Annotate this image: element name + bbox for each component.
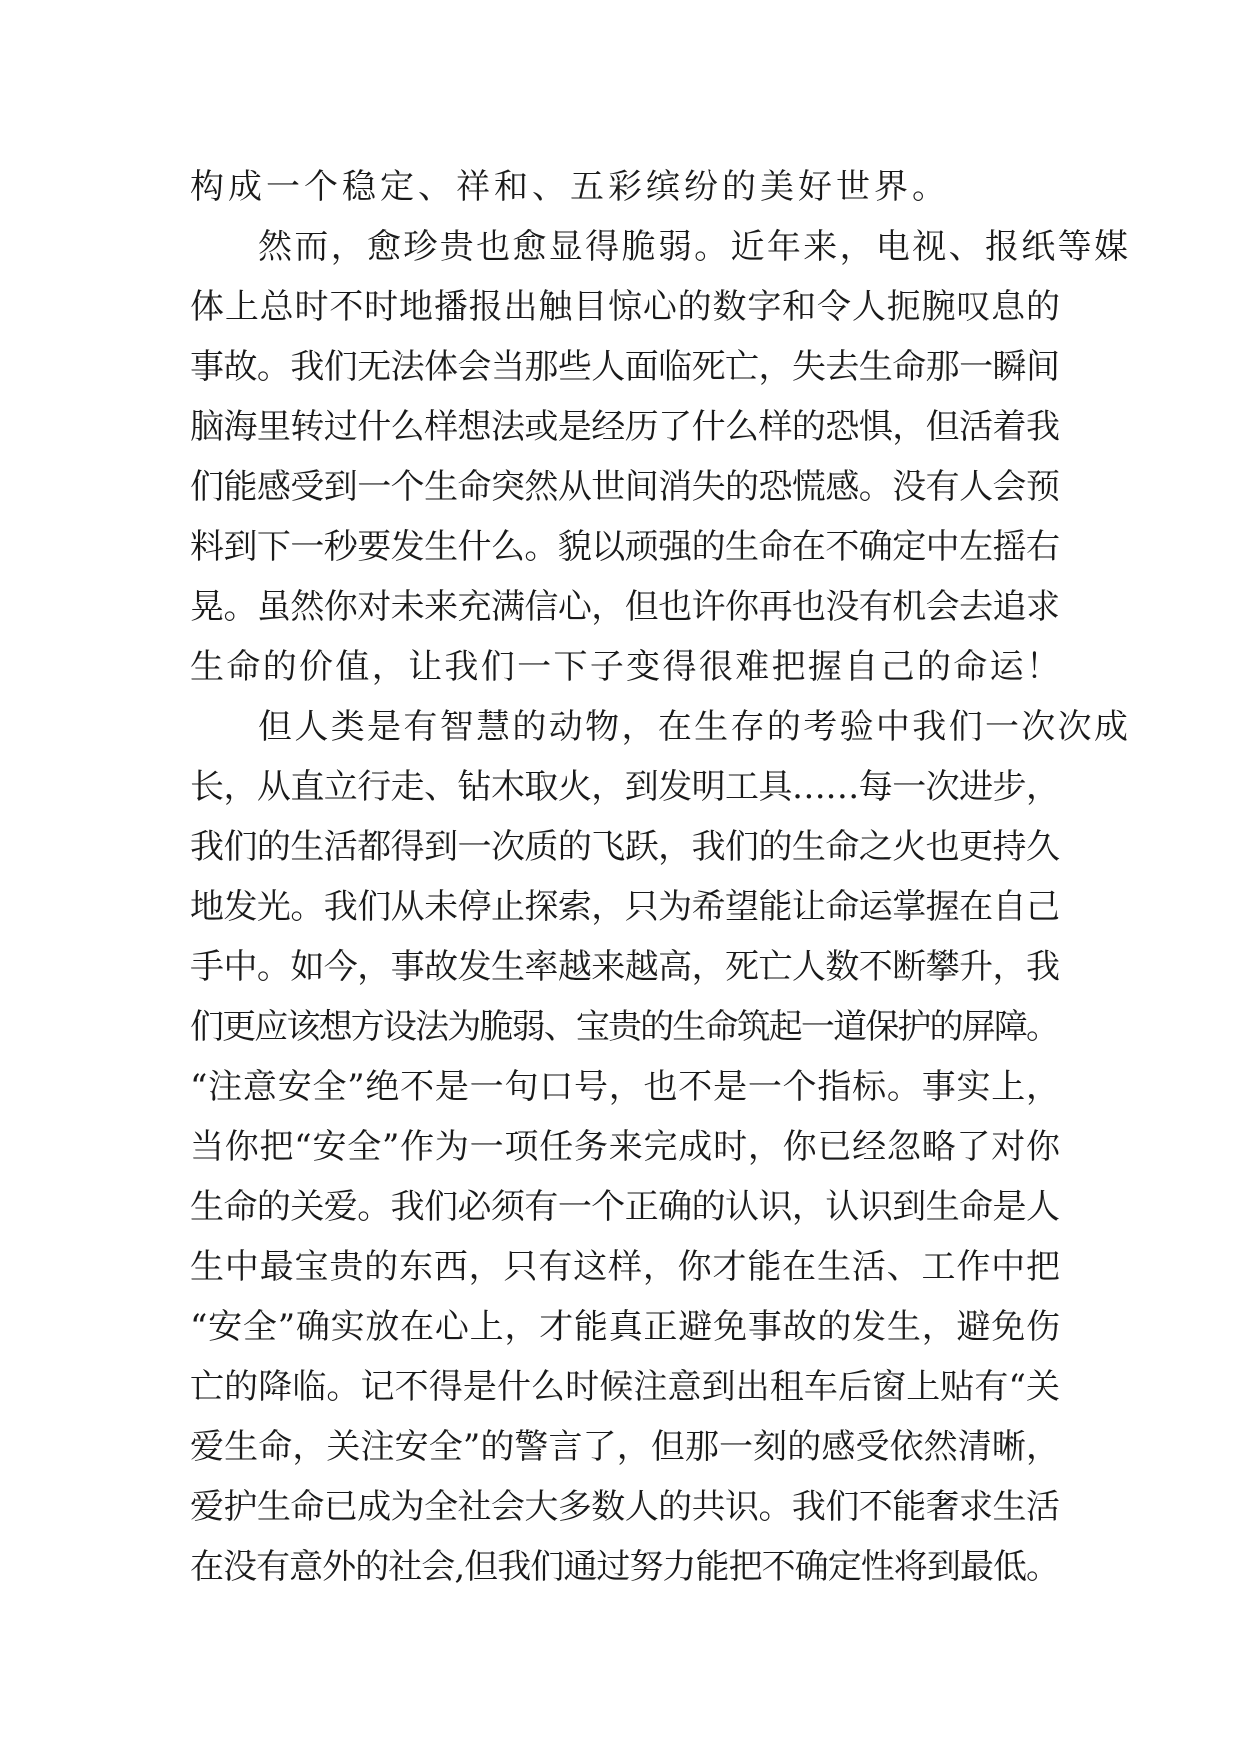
document-body	[190, 157, 1131, 1597]
text-line: 但人类是有智慧的动物，在生存的考验中我们一次次成	[258, 707, 1131, 747]
text-line: 生命的关爱。我们必须有一个正确的认识，认识到生命是人	[190, 1187, 1060, 1227]
text-line: 生中最宝贵的东西，只有这样，你才能在生活、工作中把	[190, 1247, 1061, 1287]
text-line: 料到下一秒要发生什么。貌以顽强的生命在不确定中左摇右	[190, 527, 1060, 567]
text-line: 手中。如今，事故发生率越来越高，死亡人数不断攀升，我	[190, 947, 1060, 987]
text-line: 长，从直立行走、钻木取火，到发明工具……每一次进步，	[190, 767, 1060, 807]
text-line: 构成一个稳定、祥和、五彩缤纷的美好世界。	[190, 167, 950, 207]
text-line: 晃。虽然你对未来充满信心，但也许你再也没有机会去追求	[190, 587, 1060, 627]
text-line: 事故。我们无法体会当那些人面临死亡，失去生命那一瞬间	[190, 347, 1060, 387]
text-line: 当你把“安全”作为一项任务来完成时，你已经忽略了对你	[190, 1127, 1061, 1167]
text-line: 我们的生活都得到一次质的飞跃，我们的生命之火也更持久	[190, 827, 1060, 867]
text-line: 们能感受到一个生命突然从世间消失的恐慌感。没有人会预	[190, 467, 1060, 507]
text-line: 地发光。我们从未停止探索，只为希望能让命运掌握在自己	[190, 887, 1060, 927]
text-line: 爱生命，关注安全”的警言了，但那一刻的感受依然清晰，	[190, 1427, 1061, 1467]
text-line: 体上总时不时地播报出触目惊心的数字和令人扼腕叹息的	[190, 287, 1061, 327]
text-line: “安全”确实放在心上，才能真正避免事故的发生，避免伤	[190, 1307, 1061, 1347]
text-line: 然而，愈珍贵也愈显得脆弱。近年来，电视、报纸等媒	[258, 227, 1131, 267]
text-line: 生命的价值，让我们一下子变得很难把握自己的命运！	[190, 647, 1063, 687]
text-line: 们更应该想方设法为脆弱、宝贵的生命筑起一道保护的屏障。	[190, 1007, 1059, 1047]
text-line: 爱护生命已成为全社会大多数人的共识。我们不能奢求生活	[190, 1487, 1060, 1527]
text-line: “注意安全”绝不是一句口号，也不是一个指标。事实上，	[190, 1067, 1061, 1107]
text-line: 亡的降临。记不得是什么时候注意到出租车后窗上贴有“关	[190, 1367, 1061, 1407]
text-line: 在没有意外的社会,但我们通过努力能把不确定性将到最低。	[190, 1547, 1060, 1587]
text-line: 脑海里转过什么样想法或是经历了什么样的恐惧，但活着我	[190, 407, 1060, 447]
